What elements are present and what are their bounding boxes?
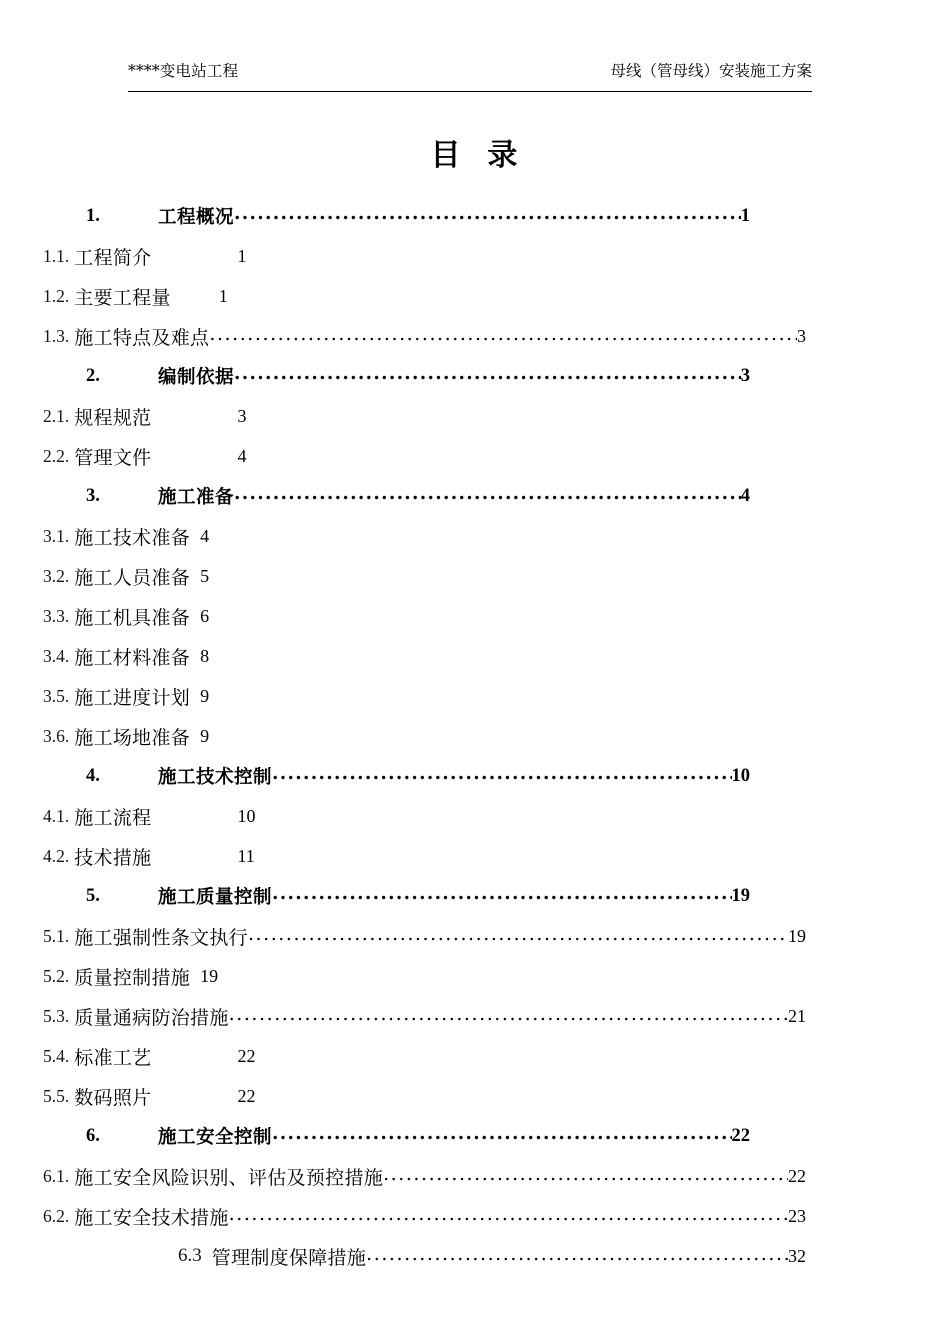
toc-entry[interactable] xyxy=(0,1236,950,1276)
header-right-text: 母线（管母线）安装施工方案 xyxy=(610,62,812,80)
toc-entry-number: 3.6. xyxy=(43,725,70,746)
toc-entry-label: 施工强制性条文执行 xyxy=(74,926,248,949)
toc-entry-number: 3.4. xyxy=(43,645,70,666)
toc-dot-leader xyxy=(234,367,741,386)
toc-entry-number: 1.3. xyxy=(43,325,70,346)
toc-page-number: 6 xyxy=(200,605,210,626)
toc-entry-number: 5.3. xyxy=(43,1005,70,1026)
toc-entry-label: 施工特点及难点 xyxy=(74,326,210,349)
toc-entry-label: 数码照片 xyxy=(74,1086,152,1109)
toc-entry-label: 技术措施 xyxy=(74,846,152,869)
toc-entry-number: 6. xyxy=(86,1125,100,1146)
toc-entry[interactable] xyxy=(0,556,950,596)
toc-page-number: 22 xyxy=(788,1165,806,1186)
toc-entry-label: 施工质量控制 xyxy=(158,887,273,908)
toc-page-number: 4 xyxy=(740,485,750,506)
toc-entry[interactable] xyxy=(0,236,950,276)
toc-entry[interactable] xyxy=(0,636,950,676)
toc-entry-label: 施工安全技术措施 xyxy=(74,1206,229,1229)
toc-entry[interactable] xyxy=(0,596,950,636)
toc-entry-label: 施工准备 xyxy=(158,487,235,508)
toc-entry-label: 工程概况 xyxy=(158,207,235,228)
toc-page-number: 5 xyxy=(200,565,210,586)
toc-page-number: 4 xyxy=(200,525,210,546)
toc-page-number: 21 xyxy=(788,1005,806,1026)
toc-dot-leader xyxy=(272,887,731,906)
toc-dot-leader xyxy=(248,927,788,946)
toc-entry-label: 主要工程量 xyxy=(74,286,171,309)
toc-entry[interactable] xyxy=(0,756,950,796)
toc-entry-number: 5.1. xyxy=(43,925,70,946)
toc-entry[interactable] xyxy=(0,796,950,836)
toc-entry-label: 施工人员准备 xyxy=(74,566,191,589)
toc-entry-label: 编制依据 xyxy=(158,367,235,388)
toc-entry-number: 4.1. xyxy=(43,805,70,826)
table-of-contents xyxy=(0,196,950,1276)
toc-page-number: 32 xyxy=(788,1245,806,1266)
toc-page-number: 1 xyxy=(218,285,228,306)
toc-entry-number: 3.1. xyxy=(43,525,70,546)
toc-page-number: 22 xyxy=(237,1085,256,1106)
toc-dot-leader xyxy=(272,1127,731,1146)
toc-entry[interactable] xyxy=(0,676,950,716)
toc-page-number: 3 xyxy=(740,365,750,386)
toc-entry-number: 3.3. xyxy=(43,605,70,626)
toc-entry[interactable] xyxy=(0,1156,950,1196)
toc-entry-label: 质量通病防治措施 xyxy=(74,1006,229,1029)
toc-entry-number: 2. xyxy=(86,365,100,386)
toc-entry-label: 施工场地准备 xyxy=(74,726,191,749)
toc-dot-leader xyxy=(366,1247,788,1266)
toc-page-number: 9 xyxy=(200,725,210,746)
toc-entry[interactable] xyxy=(0,1076,950,1116)
toc-dot-leader xyxy=(209,327,797,346)
toc-entry-label: 管理文件 xyxy=(74,446,152,469)
toc-page-number: 1 xyxy=(740,205,750,226)
toc-entry[interactable] xyxy=(0,516,950,556)
header-left-text: ****变电站工程 xyxy=(128,62,239,80)
toc-page-number: 19 xyxy=(788,925,806,946)
toc-page-number: 22 xyxy=(731,1125,750,1146)
toc-entry-label: 施工技术准备 xyxy=(74,526,191,549)
toc-entry-label: 质量控制措施 xyxy=(74,966,191,989)
toc-entry[interactable] xyxy=(0,916,950,956)
toc-dot-leader xyxy=(229,1007,788,1026)
toc-entry[interactable] xyxy=(0,276,950,316)
toc-dot-leader xyxy=(383,1167,788,1186)
toc-entry[interactable] xyxy=(0,1036,950,1076)
toc-entry-label: 规程规范 xyxy=(74,406,152,429)
toc-entry-number: 5. xyxy=(86,885,100,906)
toc-entry-label: 管理制度保障措施 xyxy=(211,1246,367,1269)
toc-entry-label: 施工进度计划 xyxy=(74,686,191,709)
toc-entry-number: 5.2. xyxy=(43,965,70,986)
toc-entry-number: 5.4. xyxy=(43,1045,70,1066)
toc-page-number: 22 xyxy=(237,1045,256,1066)
toc-entry[interactable] xyxy=(0,716,950,756)
toc-entry-label: 标准工艺 xyxy=(74,1046,152,1069)
toc-dot-leader xyxy=(272,767,731,786)
page-header xyxy=(128,60,812,92)
toc-page-number: 19 xyxy=(731,885,750,906)
toc-entry-label: 施工技术控制 xyxy=(158,767,273,788)
toc-entry-label: 施工安全风险识别、评估及预控措施 xyxy=(74,1166,384,1189)
toc-entry-label: 工程简介 xyxy=(74,246,152,269)
toc-entry[interactable] xyxy=(0,956,950,996)
toc-page-number: 8 xyxy=(200,645,210,666)
toc-entry-number: 4.2. xyxy=(43,845,70,866)
toc-entry[interactable] xyxy=(0,356,950,396)
toc-dot-leader xyxy=(229,1207,788,1226)
toc-page-number: 3 xyxy=(797,325,806,346)
toc-entry-label: 施工材料准备 xyxy=(74,646,191,669)
toc-entry[interactable] xyxy=(0,476,950,516)
toc-entry[interactable] xyxy=(0,1196,950,1236)
toc-entry[interactable] xyxy=(0,1116,950,1156)
toc-entry[interactable] xyxy=(0,396,950,436)
toc-entry-number: 5.5. xyxy=(43,1085,70,1106)
toc-page-number: 3 xyxy=(237,405,247,426)
toc-entry-number: 1.2. xyxy=(43,285,70,306)
toc-entry-label: 施工安全控制 xyxy=(158,1127,273,1148)
toc-page-number: 10 xyxy=(731,765,750,786)
toc-entry[interactable] xyxy=(0,436,950,476)
toc-entry[interactable] xyxy=(0,876,950,916)
toc-entry-number: 3. xyxy=(86,485,100,506)
toc-page-number: 11 xyxy=(237,845,255,866)
toc-entry[interactable] xyxy=(0,836,950,876)
toc-page-number: 4 xyxy=(237,445,247,466)
toc-entry-number: 2.1. xyxy=(43,405,70,426)
toc-entry-number: 6.3 xyxy=(178,1245,202,1266)
toc-entry-label: 施工流程 xyxy=(74,806,152,829)
toc-entry-number: 3.5. xyxy=(43,685,70,706)
toc-page-number: 19 xyxy=(200,965,219,986)
toc-page-number: 10 xyxy=(237,805,256,826)
toc-entry[interactable] xyxy=(0,316,950,356)
toc-page-number: 1 xyxy=(237,245,247,266)
toc-entry-number: 2.2. xyxy=(43,445,70,466)
toc-entry-number: 4. xyxy=(86,765,100,786)
toc-entry-number: 1. xyxy=(86,205,100,226)
toc-entry-number: 6.2. xyxy=(43,1205,70,1226)
toc-entry[interactable] xyxy=(0,196,950,236)
toc-entry-number: 3.2. xyxy=(43,565,70,586)
toc-entry-label: 施工机具准备 xyxy=(74,606,191,629)
toc-entry[interactable] xyxy=(0,996,950,1036)
page-title: 目 录 xyxy=(430,138,520,173)
toc-entry-number: 1.1. xyxy=(43,245,70,266)
toc-dot-leader xyxy=(234,207,741,226)
toc-dot-leader xyxy=(234,487,741,506)
toc-entry-number: 6.1. xyxy=(43,1165,70,1186)
toc-page-number: 9 xyxy=(200,685,210,706)
toc-page-number: 23 xyxy=(788,1205,806,1226)
